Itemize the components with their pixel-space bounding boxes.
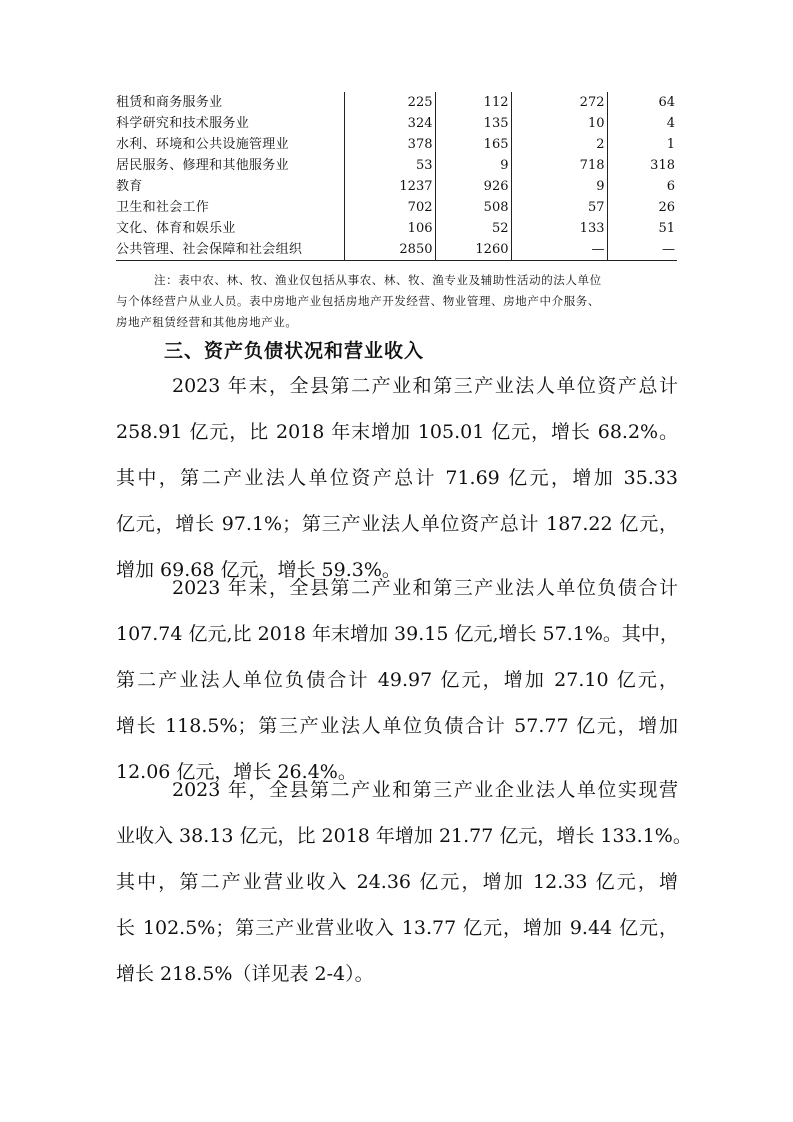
cell-value: 1260 [435, 239, 511, 261]
cell-value: 9 [511, 176, 607, 197]
cell-value: 318 [607, 155, 677, 176]
paragraph-line: 增长 118.5%；第三产业法人单位负债合计 57.77 亿元，增加 [116, 715, 678, 737]
row-label: 公共管理、社会保障和社会组织 [116, 239, 344, 261]
table-row [116, 197, 677, 218]
cell-value: — [511, 239, 607, 261]
cell-value: 57 [511, 197, 607, 218]
cell-value: 324 [344, 113, 435, 134]
paragraph-line: 2023 年，全县第二产业和第三产业企业法人单位实现营 [172, 779, 678, 801]
cell-value: 52 [435, 218, 511, 239]
cell-value: 1 [607, 134, 677, 155]
row-label: 科学研究和技术服务业 [116, 116, 250, 131]
industry-table-fragment [116, 92, 677, 261]
cell-value: 4 [607, 113, 677, 134]
row-label: 租赁和商务服务业 [116, 95, 223, 110]
paragraph-line: 其中，第二产业法人单位资产总计 71.69 亿元，增加 35.33 [116, 467, 678, 489]
cell-value: 51 [607, 218, 677, 239]
paragraph-line: 2023 年末，全县第二产业和第三产业法人单位资产总计 [172, 375, 678, 397]
cell-value: 26 [607, 197, 677, 218]
paragraph-revenue [116, 767, 692, 997]
cell-value: 133 [511, 218, 607, 239]
paragraph-line: 亿元，增长 97.1%；第三产业法人单位资产总计 187.22 亿元， [116, 513, 678, 535]
cell-value: 508 [435, 197, 511, 218]
paragraph-line: 增长 218.5%（详见表 2-4）。 [116, 963, 374, 985]
paragraph-line: 2023 年末，全县第二产业和第三产业法人单位负债合计 [172, 577, 678, 599]
cell-value: 926 [435, 176, 511, 197]
cell-value: 9 [435, 155, 511, 176]
table-row [116, 155, 677, 176]
paragraph-line: 12.06 亿元，增长 26.4%。 [116, 761, 357, 783]
cell-value: 53 [344, 155, 435, 176]
row-label: 教育 [116, 179, 143, 194]
cell-value: 2 [511, 134, 607, 155]
cell-value: 64 [607, 92, 677, 113]
cell-value: — [607, 239, 677, 261]
cell-value: 135 [435, 113, 511, 134]
table-row [116, 176, 677, 197]
paragraph-line: 增加 69.68 亿元，增长 59.3%。 [116, 559, 401, 581]
table-row [116, 218, 677, 239]
cell-value: 702 [344, 197, 435, 218]
cell-value: 2850 [344, 239, 435, 261]
paragraph-line: 长 102.5%；第三产业营业收入 13.77 亿元，增加 9.44 亿元， [116, 917, 678, 939]
paragraph-line: 107.74 亿元,比 2018 年末增加 39.15 亿元,增长 57.1%。其中， [116, 623, 679, 645]
paragraph-line: 258.91 亿元，比 2018 年末增加 105.01 亿元，增长 68.2%。 [116, 421, 678, 443]
cell-value: 718 [511, 155, 607, 176]
table-row [116, 239, 677, 261]
note-line: 与个体经营户从业人员。表中房地产业包括房地产开发经营、物业管理、房地产中介服务、 [116, 294, 600, 308]
row-label: 文化、体育和娱乐业 [116, 221, 236, 236]
cell-value: 6 [607, 176, 677, 197]
paragraph-assets [116, 363, 678, 593]
cell-value: 165 [435, 134, 511, 155]
paragraph-line: 业收入 38.13 亿元，比 2018 年增加 21.77 亿元，增长 133.1%。 [116, 825, 692, 847]
row-label: 水利、环境和公共设施管理业 [116, 137, 289, 152]
note-line: 房地产租赁经营和其他房地产业。 [116, 315, 298, 329]
table-row [116, 134, 677, 155]
row-label: 卫生和社会工作 [116, 200, 210, 215]
table-row [116, 92, 677, 113]
cell-value: 106 [344, 218, 435, 239]
section-heading: 三、资产负债状况和营业收入 [164, 340, 425, 362]
cell-value: 10 [511, 113, 607, 134]
note-line: 注：表中农、林、牧、渔业仅包括从事农、林、牧、渔专业及辅助性活动的法人单位 [154, 273, 602, 287]
cell-value: 225 [344, 92, 435, 113]
cell-value: 378 [344, 134, 435, 155]
table-row [116, 113, 677, 134]
table-note [116, 270, 677, 333]
paragraph-line: 其中，第二产业营业收入 24.36 亿元，增加 12.33 亿元，增 [116, 871, 678, 893]
cell-value: 272 [511, 92, 607, 113]
paragraph-line: 第二产业法人单位负债合计 49.97 亿元，增加 27.10 亿元， [116, 669, 678, 691]
cell-value: 1237 [344, 176, 435, 197]
cell-value: 112 [435, 92, 511, 113]
row-label: 居民服务、修理和其他服务业 [116, 158, 289, 173]
paragraph-liabilities [116, 565, 678, 795]
industry-table [116, 92, 677, 261]
